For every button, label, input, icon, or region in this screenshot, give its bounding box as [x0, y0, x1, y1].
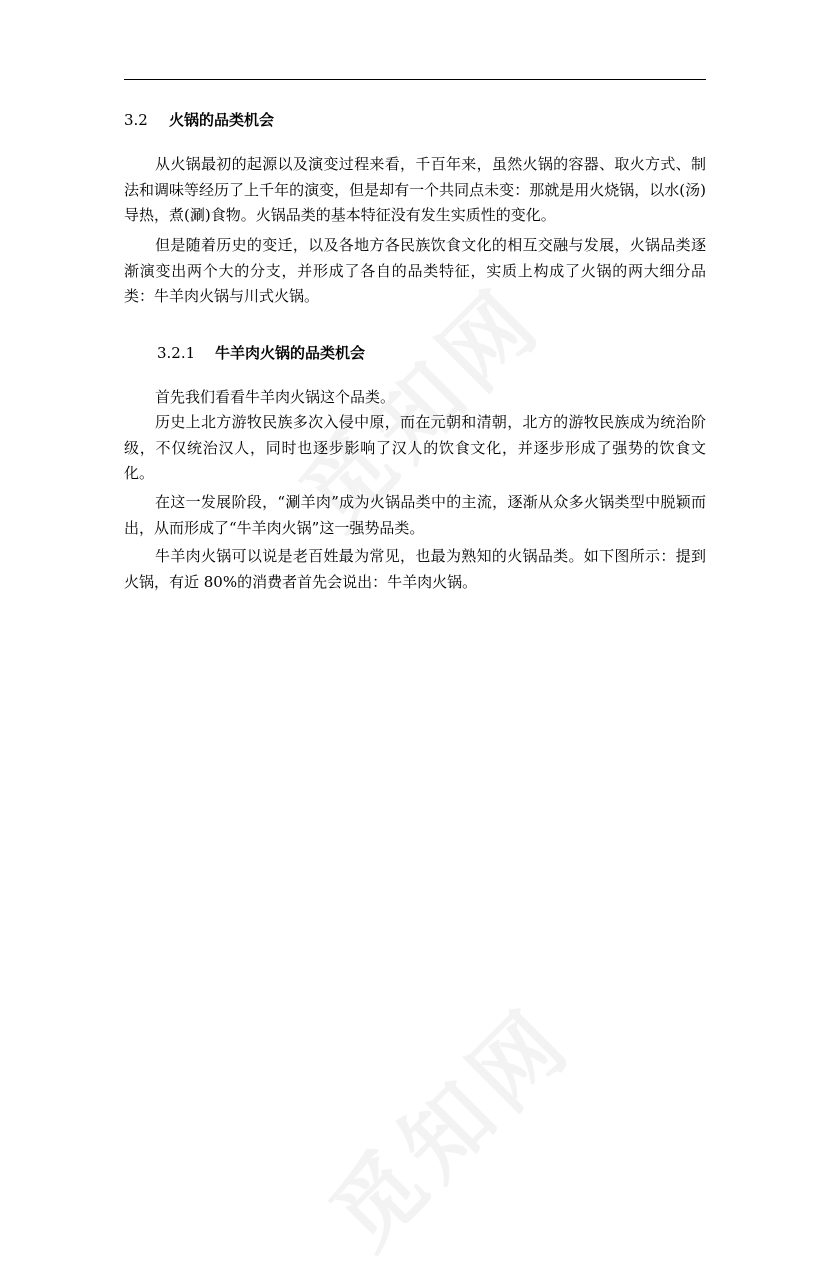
- paragraph: 首先我们看看牛羊肉火锅这个品类。: [155, 388, 396, 406]
- watermark: [299, 975, 596, 1272]
- paragraph: 牛羊肉火锅可以说是老百姓最为常见，也最为熟知的火锅品类。如下图所示：提到火锅，有近 80%的消费者首先会说出：牛羊肉火锅。: [124, 547, 706, 591]
- paragraph: 历史上北方游牧民族多次入侵中原，而在元朝和清朝，北方的游牧民族成为统治阶级，不仅统治汉人，同时也逐步影响了汉人的饮食文化，并逐步形成了强势的饮食文化。: [124, 413, 706, 482]
- paragraph: 从火锅最初的起源以及演变过程来看，千百年来，虽然火锅的容器、取火方式、制法和调味等经历了上千年的演变，但是却有一个共同点未变：那就是用火烧锅，以水(汤)导热，煮(涮)食物。火锅品类的基本特征没有发生实质性的变化。: [124, 155, 706, 224]
- section-number: 3.2: [124, 111, 148, 129]
- paragraph: 在这一发展阶段，“涮羊肉”成为火锅品类中的主流，逐渐从众多火锅类型中脱颖而出，从而形成了“牛羊肉火锅”这一强势品类。: [124, 493, 706, 537]
- subsection-heading: [157, 342, 365, 363]
- header-rule: [124, 79, 706, 80]
- section-heading: [124, 109, 274, 130]
- subsection-title: 牛羊肉火锅的品类机会: [215, 344, 366, 362]
- paragraph: 但是随着历史的变迁，以及各地方各民族饮食文化的相互交融与发展，火锅品类逐渐演变出两个大的分支，并形成了各自的品类特征，实质上构成了火锅的两大细分品类：牛羊肉火锅与川式火锅。: [124, 236, 706, 305]
- subsection-number: 3.2.1: [157, 344, 196, 362]
- section-title: 火锅的品类机会: [169, 111, 275, 129]
